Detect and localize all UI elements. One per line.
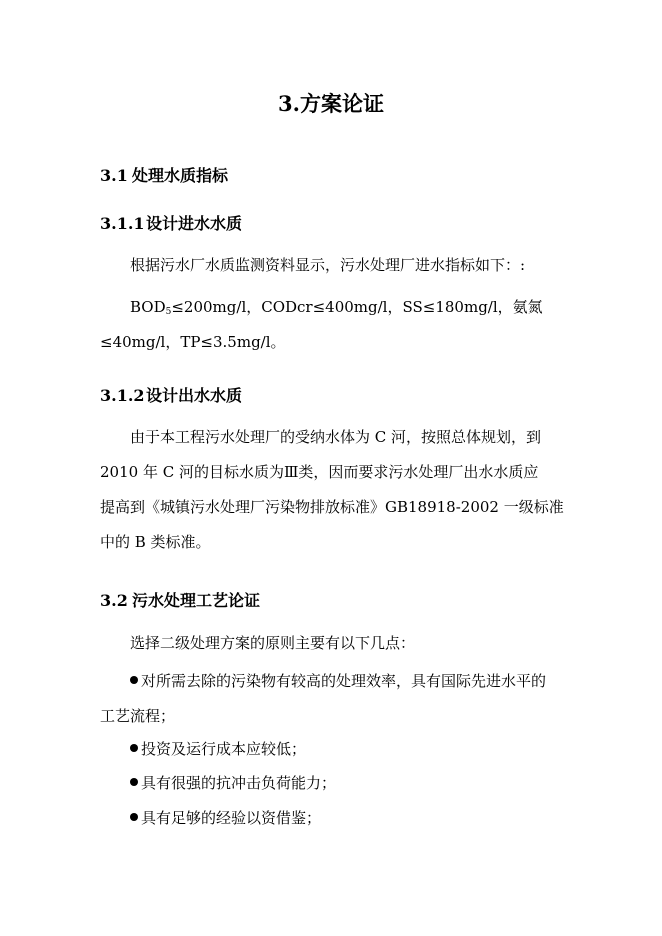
section-number: 3.1.2 [100,386,145,405]
bullet-item [130,776,336,791]
bullet-text: 具有很强的抗冲击负荷能力； [141,774,337,792]
page-title: 3.方案论证 [278,91,384,116]
outflow-paragraph-line: 中的 B 类标准。 [100,533,211,551]
outflow-paragraph-line: 2010 年 C 河的目标水质为Ⅲ类，因而要求污水处理厂出水水质应 [100,463,539,481]
section-title: 处理水质指标 [132,166,229,185]
inflow-indicators-line1 [130,300,543,320]
indicators-text: ≤200mg/l，CODcr≤400mg/l，SS≤180mg/l，氨氮 [171,298,543,316]
bullet-icon [130,676,138,684]
section-3-1-1-heading [100,211,242,234]
section-number: 3.1.1 [100,214,145,233]
bullet-icon [130,744,138,752]
section-title: 设计进水水质 [146,214,243,233]
section-title: 污水处理工艺论证 [132,591,261,610]
section-title: 设计出水水质 [146,386,243,405]
bullet-text: 对所需去除的污染物有较高的处理效率，具有国际先进水平的 [141,672,547,690]
inflow-intro: 根据污水厂水质监测资料显示，污水处理厂进水指标如下：: [130,256,526,274]
section-3-2-heading [100,588,260,611]
bullet-item [130,742,306,757]
bullet-icon [130,778,138,786]
section-number: 3.1 [100,166,128,185]
bullet-item [130,674,546,689]
bullet-text: 投资及运行成本应较低； [141,740,307,758]
bullet-item [130,811,321,826]
bullet-icon [130,813,138,821]
inflow-indicators-line2: ≤40mg/l，TP≤3.5mg/l。 [100,333,286,351]
bullet-text: 具有足够的经验以资借鉴； [141,809,322,827]
section-number: 3.2 [100,591,128,610]
principles-intro: 选择二级处理方案的原则主要有以下几点： [130,634,416,652]
bullet-item-continuation: 工艺流程； [100,707,176,725]
section-3-1-heading [100,163,228,186]
outflow-paragraph-line: 由于本工程污水处理厂的受纳水体为 C 河，按照总体规划，到 [130,428,542,446]
outflow-paragraph-line: 提高到《城镇污水处理厂污染物排放标准》GB18918-2002 一级标准 [100,498,564,516]
bod-subscript: 5 [165,307,172,317]
section-3-1-2-heading [100,383,242,406]
bod-label: BOD [130,298,166,316]
